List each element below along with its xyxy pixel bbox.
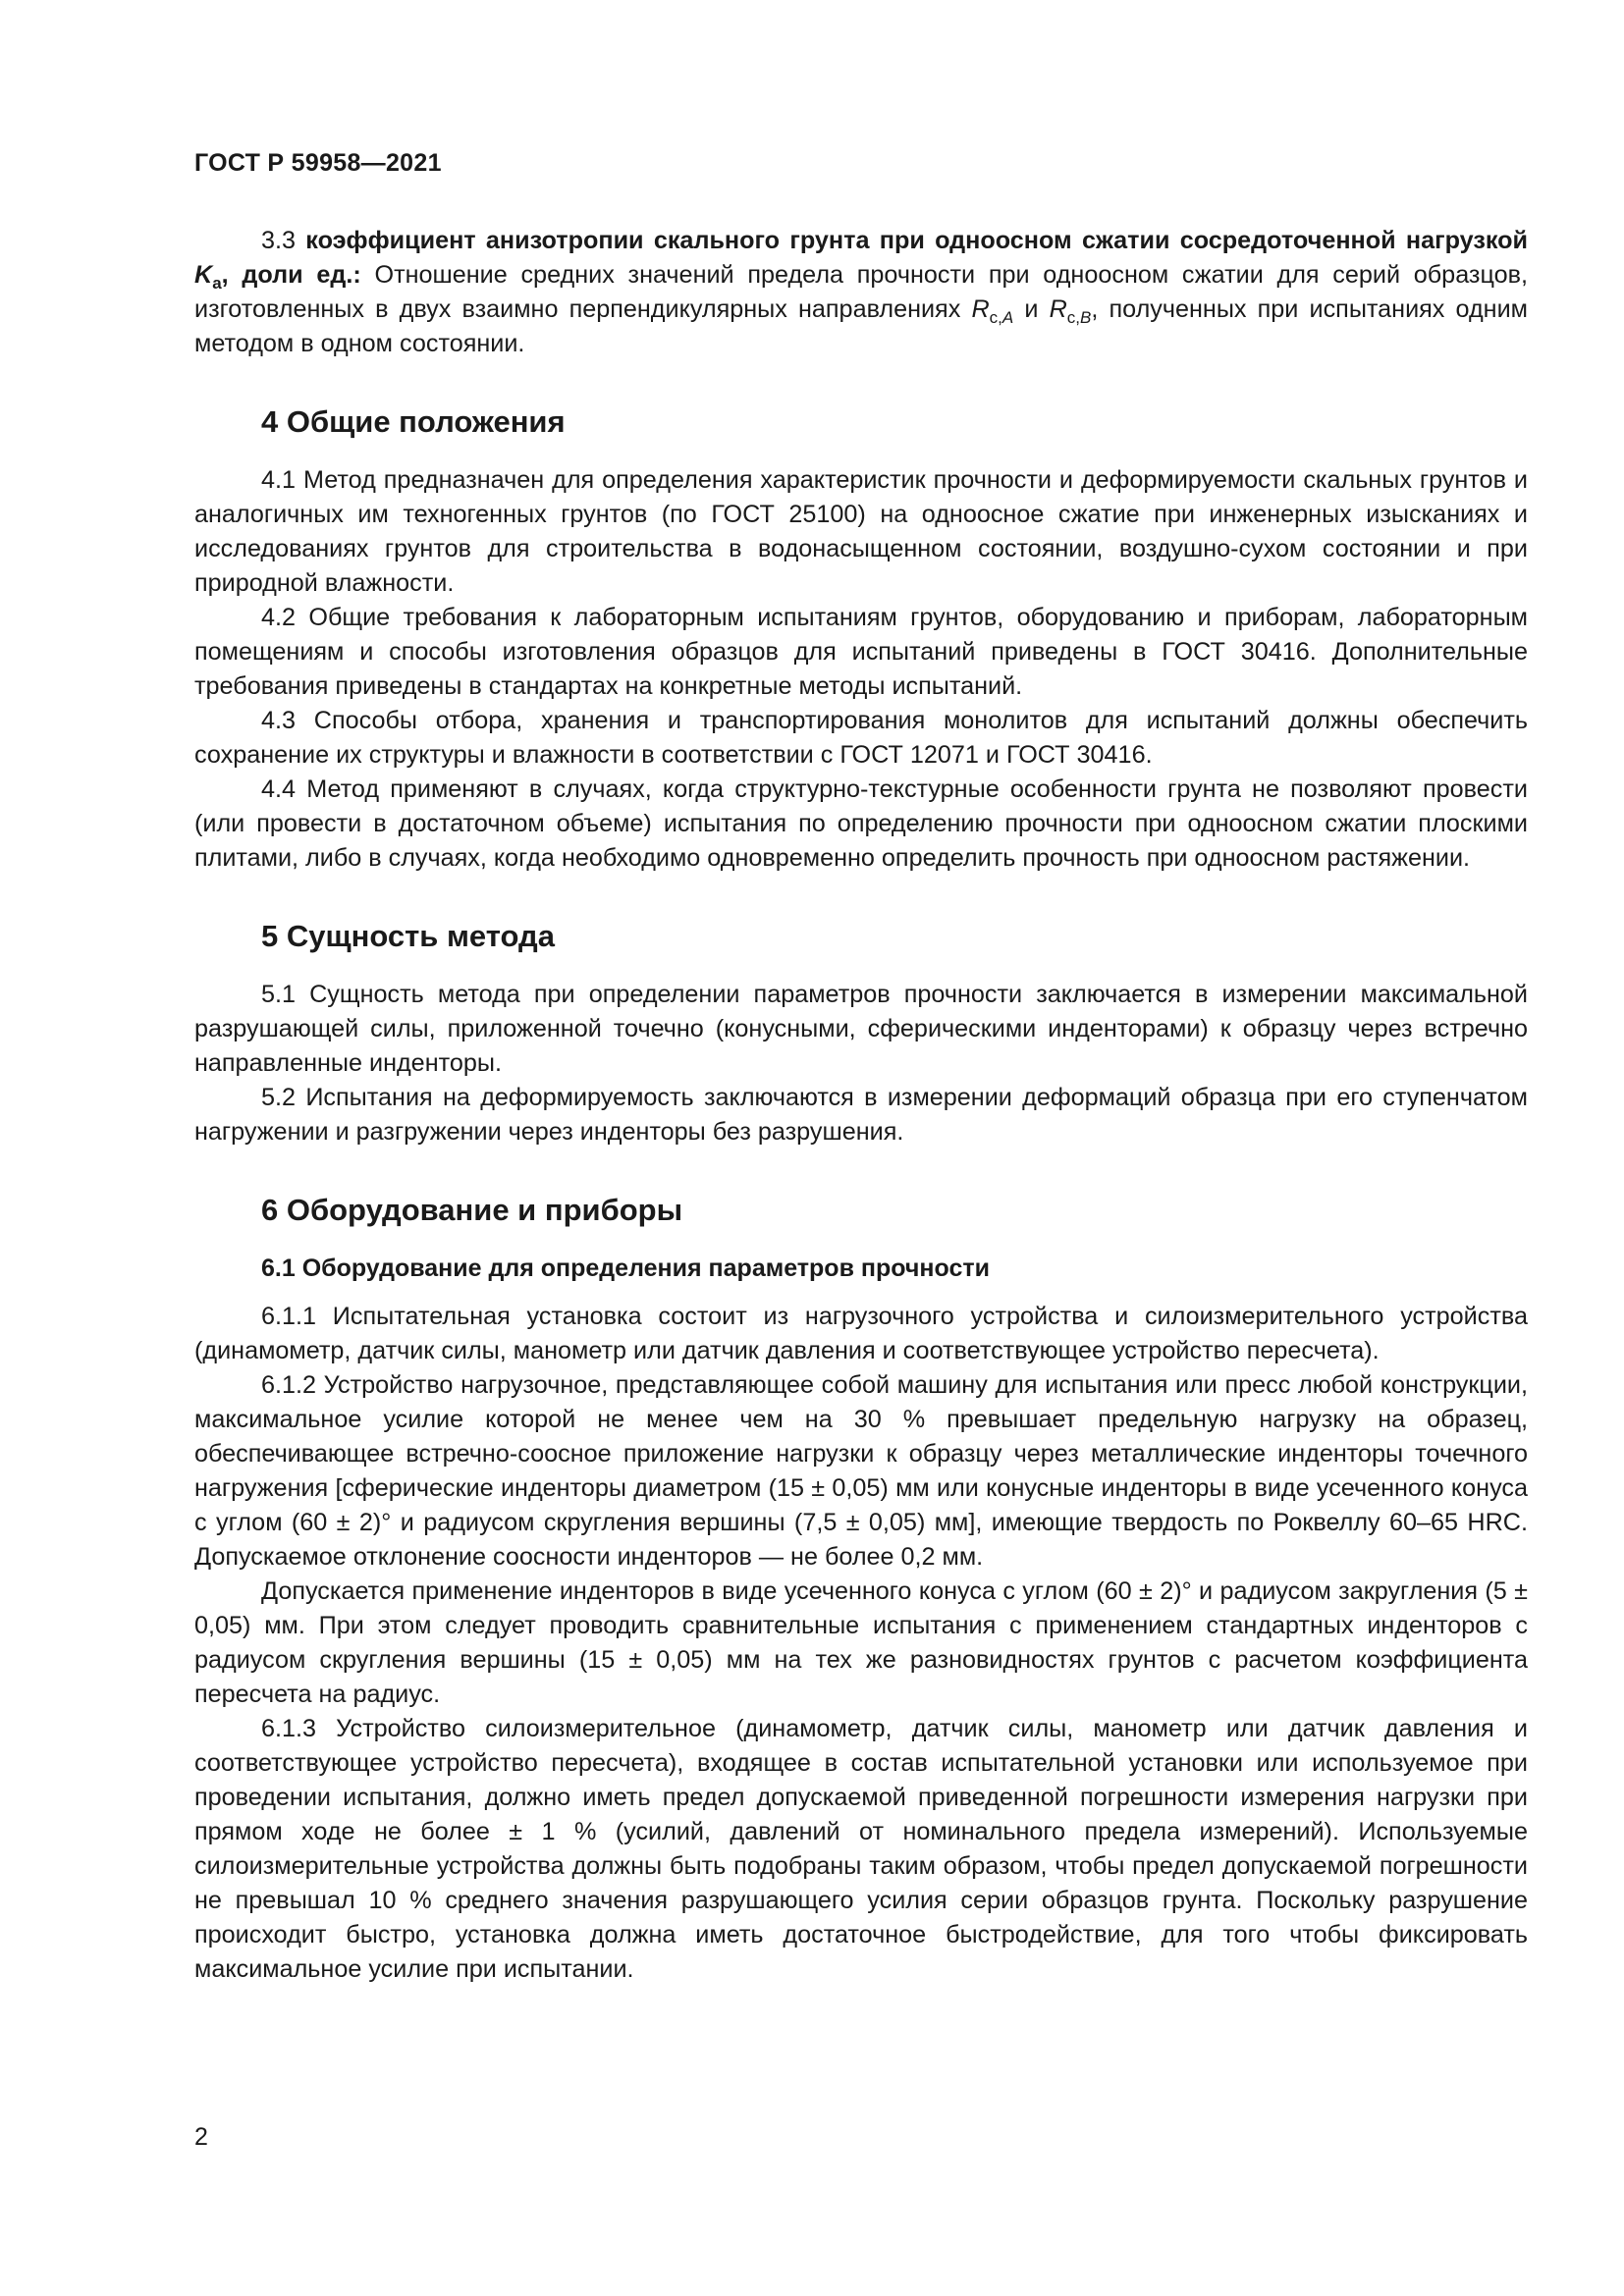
term-definition-end: , полученных при испытаниях одним методом в одном состоянии. (194, 295, 1528, 357)
term-and: и (1024, 295, 1039, 323)
term-definition: Отношение средних значений предела прочности при одноосном сжатии для серий образцов, изготовленных в двух взаимно перпендикулярных направлениях (194, 261, 1528, 323)
term-name: коэффициент анизотропии скального грунта при одноосном сжатии сосредоточенной нагрузкой (305, 227, 1528, 254)
paragraph-4-1: 4.1 Метод предназначен для определения характеристик прочности и деформируемости скальных грунтов и аналогичных им техногенных грунтов (по ГОСТ 25100) на одноосное сжатие при инженерных изысканиях и исследованиях грунтов для строительства в водонасыщенном состоянии, воздушно-сухом состоянии и при природной влажности. (194, 466, 1528, 597)
section-4-heading: 4 Общие положения (261, 404, 566, 439)
running-header: ГОСТ Р 59958—2021 (194, 149, 442, 177)
sub-b: B (1080, 308, 1092, 328)
symbol-k-sub: a (212, 274, 222, 294)
page-number: 2 (194, 2123, 208, 2151)
term-3-3 (194, 224, 1528, 361)
symbol-r-a: R (971, 295, 990, 323)
sub-a: A (1001, 308, 1014, 328)
paragraph-5-2: 5.2 Испытания на деформируемость заключаются в измерении деформаций образца при его ступенчатом нагружении и разгружении через инденторы без разрушения. (194, 1084, 1528, 1146)
paragraph-5-1: 5.1 Сущность метода при определении параметров прочности заключается в измерении максимальной разрушающей силы, приложенной точечно (конусными, сферическими инденторами) к образцу через встречно направленные инденторы. (194, 981, 1528, 1077)
paragraph-6-1-2-note: Допускается применение инденторов в виде усеченного конуса с углом (60 ± 2)° и радиусом закругления (5 ± 0,05) мм. При этом следует проводить сравнительные испытания с применением стандартных инденторов с радиусом скругления вершины (15 ± 0,05) мм на тех же разновидностях грунтов с расчетом коэффициента пересчета на радиус. (194, 1577, 1528, 1708)
document-body (194, 224, 1528, 1987)
subsection-6-1-heading: 6.1 Оборудование для определения параметров прочности (261, 1255, 990, 1282)
sub-c-b: с, (1066, 308, 1081, 328)
symbol-r-b: R (1049, 295, 1067, 323)
symbol-k: K (194, 261, 213, 289)
paragraph-4-4: 4.4 Метод применяют в случаях, когда структурно-текстурные особенности грунта не позволяют провести (или провести в достаточном объеме) испытания по определению прочности при одноосном сжатии плоскими плитами, либо в случаях, когда необходимо одновременно определить прочность при одноосном растяжении. (194, 775, 1528, 872)
paragraph-6-1-2: 6.1.2 Устройство нагрузочное, представляющее собой машину для испытания или пресс любой конструкции, максимальное усилие которой не менее чем на 30 % превышает предельную нагрузку на образец, обеспечивающее встречно-соосное приложение нагрузки к образцу через металлические инденторы точечного нагружения [сферические инденторы диаметром (15 ± 0,05) мм или конусные инденторы в виде усеченного конуса с углом (60 ± 2)° и радиусом скругления вершины (7,5 ± 0,05) мм], имеющие твердость по Роквеллу 60–65 HRC. Допускаемое отклонение соосности инденторов — не более 0,2 мм. (194, 1371, 1528, 1571)
paragraph-4-3: 4.3 Способы отбора, хранения и транспортирования монолитов для испытаний должны обеспечить сохранение их структуры и влажности в соответствии с ГОСТ 12071 и ГОСТ 30416. (194, 707, 1528, 769)
paragraph-4-2: 4.2 Общие требования к лабораторным испытаниям грунтов, оборудованию и приборам, лабораторным помещениям и способы изготовления образцов для испытаний приведены в ГОСТ 30416. Дополнительные требования приведены в стандартах на конкретные методы испытаний. (194, 604, 1528, 700)
sub-c-a: с, (989, 308, 1002, 328)
term-unit: , доли ед.: (221, 261, 361, 289)
paragraph-6-1-1: 6.1.1 Испытательная установка состоит из нагрузочного устройства и силоизмерительного устройства (динамометр, датчик силы, манометр или датчик давления и соответствующее устройство пересчета). (194, 1303, 1528, 1364)
section-6-heading: 6 Оборудование и приборы (261, 1193, 683, 1227)
section-5-heading: 5 Сущность метода (261, 919, 555, 953)
term-number: 3.3 (261, 227, 297, 254)
paragraph-6-1-3: 6.1.3 Устройство силоизмерительное (динамометр, датчик силы, манометр или датчик давления и соответствующее устройство пересчета), входящее в состав испытательной установки или используемое при проведении испытания, должно иметь предел допускаемой приведенной погрешности измерения нагрузки при прямом ходе не более ± 1 % (усилий, давлений от номинального предела измерений). Используемые силоизмерительные устройства должны быть подобраны таким образом, чтобы предел допускаемой погрешности не превышал 10 % среднего значения разрушающего усилия серии образцов грунта. Поскольку разрушение происходит быстро, установка должна иметь достаточное быстродействие, для того чтобы фиксировать максимальное усилие при испытании. (194, 1715, 1528, 1983)
